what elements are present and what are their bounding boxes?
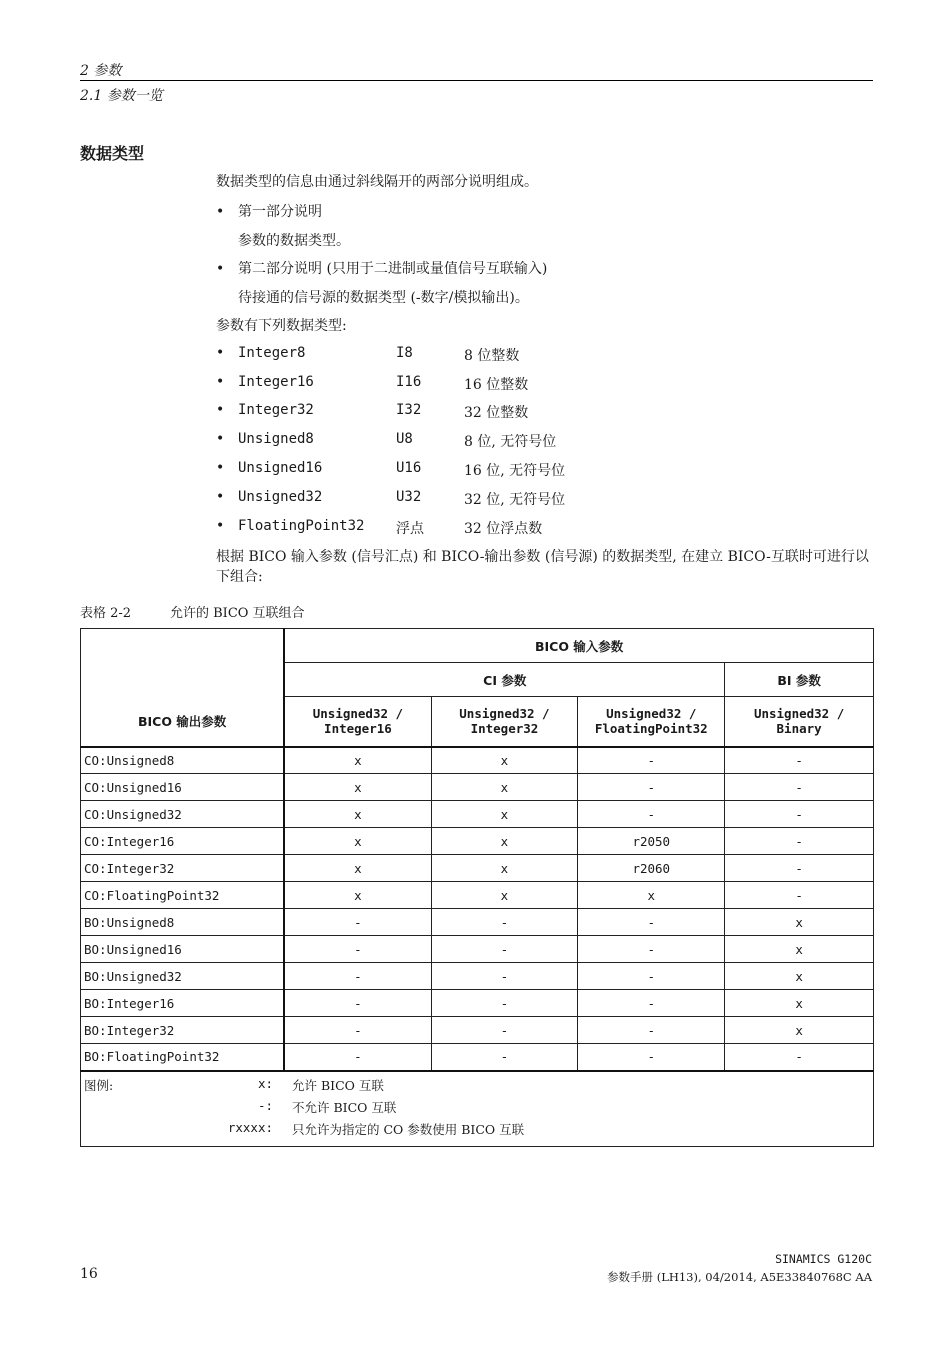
table-row: [81, 990, 874, 1017]
table-cell: -: [431, 936, 578, 963]
data-type-name: FloatingPoint32: [238, 518, 365, 534]
bullet-title: 第一部分说明: [238, 204, 322, 220]
table-cell: -: [284, 1017, 431, 1044]
data-type-abbr: I8: [396, 345, 413, 361]
list-intro: 参数有下列数据类型:: [216, 318, 347, 334]
data-type-name: Unsigned16: [238, 460, 323, 476]
data-type-desc: 8 位, 无符号位: [464, 434, 557, 450]
table-cell: -: [725, 882, 874, 909]
table-caption: [80, 602, 305, 621]
table-cell: -: [578, 801, 725, 828]
table-cell: -: [578, 963, 725, 990]
legend-key: rxxxx:: [227, 1119, 273, 1135]
table-cell: -: [431, 963, 578, 990]
table-row: [81, 963, 874, 990]
legend-text: 只允许为指定的 CO 参数使用 BICO 互联: [292, 1121, 525, 1137]
data-type-desc: 16 位, 无符号位: [464, 463, 566, 479]
column-header: Unsigned32 / Binary: [725, 697, 874, 747]
data-type-name: Unsigned8: [238, 431, 314, 447]
table-cell: x: [284, 747, 431, 774]
table-cell: -: [431, 1044, 578, 1071]
table-cell: -: [578, 909, 725, 936]
row-label: CO:Unsigned16: [81, 774, 285, 801]
legend-row: [84, 1076, 869, 1098]
data-type-desc: 16 位整数: [464, 377, 529, 393]
row-label: BO:Unsigned16: [81, 936, 285, 963]
table-row: [81, 855, 874, 882]
table-cell: -: [578, 990, 725, 1017]
table-cell: -: [725, 747, 874, 774]
data-type-name: Integer16: [238, 374, 314, 390]
row-label: CO:Integer32: [81, 855, 285, 882]
table-cell: x: [431, 828, 578, 855]
table-cell: -: [725, 828, 874, 855]
table-cell: -: [578, 1017, 725, 1044]
section-title: 数据类型: [80, 144, 145, 163]
table-cell: -: [284, 909, 431, 936]
column-header: Unsigned32 / FloatingPoint32: [578, 697, 725, 747]
legend-key: x:: [257, 1075, 273, 1091]
legend-text: 不允许 BICO 互联: [292, 1099, 397, 1115]
data-type-abbr: U16: [396, 460, 422, 476]
table-row: [81, 1044, 874, 1071]
bico-table: [80, 628, 874, 1147]
table-cell: x: [725, 936, 874, 963]
table-cell: -: [431, 909, 578, 936]
bullet-item: • 第二部分说明 (只用于二进制或量值信号互联输入): [216, 261, 548, 277]
table-cell: x: [431, 882, 578, 909]
table-cell: x: [431, 801, 578, 828]
row-label: CO:Integer16: [81, 828, 285, 855]
output-param-header: BICO 输出参数: [81, 697, 285, 747]
table-cell: -: [578, 936, 725, 963]
table-cell: x: [284, 882, 431, 909]
row-label: CO:Unsigned8: [81, 747, 285, 774]
table-cell: -: [725, 801, 874, 828]
table-cell: x: [725, 990, 874, 1017]
table-cell: r2060: [578, 855, 725, 882]
corner-cell: [81, 629, 285, 697]
data-type-name: Integer32: [238, 402, 314, 418]
table-cell: x: [725, 909, 874, 936]
data-type-name: Integer8: [238, 345, 306, 361]
table-row: [81, 882, 874, 909]
ci-param-header: CI 参数: [284, 663, 724, 697]
column-header: Unsigned32 / Integer32: [431, 697, 578, 747]
combo-paragraph: 根据 BICO 输入参数 (信号汇点) 和 BICO-输出参数 (信号源) 的数据类型, 在建立 BICO-互联时可进行以下组合:: [216, 549, 869, 585]
legend-key: -:: [257, 1097, 273, 1113]
table-cell: x: [284, 828, 431, 855]
page-number: 16: [80, 1266, 98, 1282]
table-cell: -: [578, 774, 725, 801]
bullet-text: 待接通的信号源的数据类型 (-数字/模拟输出)。: [238, 290, 529, 306]
bullet-text: 参数的数据类型。: [238, 233, 350, 249]
table-cell: -: [284, 936, 431, 963]
manual-info: 参数手册 (LH13), 04/2014, A5E33840768C AA: [607, 1270, 872, 1284]
table-cell: r2050: [578, 828, 725, 855]
table-cell: -: [431, 990, 578, 1017]
table-row: [81, 936, 874, 963]
table-cell: x: [284, 774, 431, 801]
bullet-item: • 第一部分说明: [216, 204, 322, 220]
data-type-abbr: I16: [396, 374, 422, 390]
data-type-abbr: 浮点: [396, 521, 424, 537]
row-label: BO:Unsigned32: [81, 963, 285, 990]
table-cell: -: [431, 1017, 578, 1044]
row-label: CO:Unsigned32: [81, 801, 285, 828]
data-type-desc: 32 位浮点数: [464, 521, 543, 537]
table-cell: x: [431, 747, 578, 774]
table-cell: -: [284, 990, 431, 1017]
table-cell: x: [725, 1017, 874, 1044]
table-cell: x: [431, 774, 578, 801]
table-cell: x: [431, 855, 578, 882]
table-title: 允许的 BICO 互联组合: [170, 606, 305, 621]
legend-row: [84, 1098, 869, 1120]
row-label: BO:Integer32: [81, 1017, 285, 1044]
row-label: BO:Integer16: [81, 990, 285, 1017]
data-type-desc: 32 位, 无符号位: [464, 492, 566, 508]
legend-title: 图例:: [84, 1077, 114, 1093]
row-label: BO:FloatingPoint32: [81, 1044, 285, 1071]
table-row: [81, 747, 874, 774]
table-row: [81, 1017, 874, 1044]
chapter-header: 2 参数: [80, 63, 122, 79]
table-cell: -: [284, 1044, 431, 1071]
header-rule: [80, 80, 873, 81]
table-row: [81, 909, 874, 936]
table-number: 表格 2-2: [80, 606, 132, 621]
table-cell: -: [578, 747, 725, 774]
table-cell: x: [284, 801, 431, 828]
table-row: [81, 801, 874, 828]
column-header: Unsigned32 / Integer16: [284, 697, 431, 747]
legend-text: 允许 BICO 互联: [292, 1077, 384, 1093]
legend-row: [84, 1120, 869, 1142]
table-legend: [81, 1071, 874, 1147]
bi-param-header: BI 参数: [725, 663, 874, 697]
table-cell: -: [725, 1044, 874, 1071]
data-type-name: Unsigned32: [238, 489, 323, 505]
data-type-abbr: I32: [396, 402, 422, 418]
table-cell: x: [284, 855, 431, 882]
bullet-title: 第二部分说明 (只用于二进制或量值信号互联输入): [238, 261, 548, 277]
section-header: 2.1 参数一览: [80, 88, 163, 104]
table-cell: -: [725, 774, 874, 801]
input-param-header: BICO 输入参数: [284, 629, 873, 663]
footer-info: [607, 1250, 872, 1286]
table-row: [81, 774, 874, 801]
intro-text: 数据类型的信息由通过斜线隔开的两部分说明组成。: [216, 174, 538, 190]
table-cell: -: [284, 963, 431, 990]
table-row: [81, 828, 874, 855]
table-cell: -: [725, 855, 874, 882]
data-type-desc: 8 位整数: [464, 348, 520, 364]
row-label: CO:FloatingPoint32: [81, 882, 285, 909]
table-cell: x: [578, 882, 725, 909]
data-type-abbr: U8: [396, 431, 413, 447]
product-name: SINAMICS G120C: [775, 1252, 872, 1266]
table-cell: x: [725, 963, 874, 990]
row-label: BO:Unsigned8: [81, 909, 285, 936]
data-type-desc: 32 位整数: [464, 405, 529, 421]
table-cell: -: [578, 1044, 725, 1071]
data-type-abbr: U32: [396, 489, 422, 505]
